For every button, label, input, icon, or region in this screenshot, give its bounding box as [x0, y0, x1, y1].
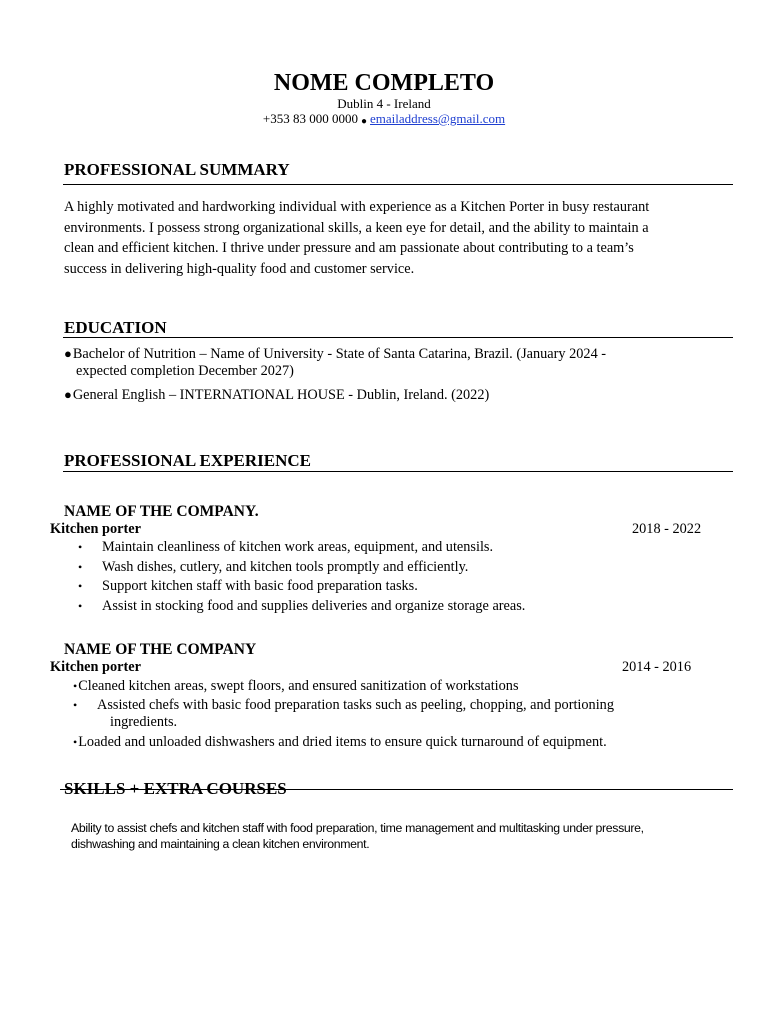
summary-line: clean and efficient kitchen. I thrive under pressure and am passionate about contributing to a team’s [64, 240, 634, 256]
contact-line [0, 111, 768, 130]
list-item: •Cleaned kitchen areas, swept floors, and ensured sanitization of workstations [73, 678, 519, 694]
skills-line: dishwashing and maintaining a clean kitchen environment. [71, 836, 370, 851]
education-item-text: expected completion December 2027) [76, 363, 294, 379]
education-item [64, 386, 694, 404]
list-item: • Wash dishes, cutlery, and kitchen tools promptly and efficiently. [78, 558, 718, 578]
phone-number: +353 83 000 0000 [262, 111, 358, 126]
email-link[interactable]: emailaddress@gmail.com [370, 111, 506, 126]
education-item [64, 345, 694, 380]
summary-line: success in delivering high-quality food and customer service. [64, 260, 415, 277]
skills-paragraph [71, 821, 711, 852]
skills-line: Ability to assist chefs and kitchen staff with food preparation, time management and multitasking under pressure, [71, 821, 644, 835]
education-heading: EDUCATION [64, 318, 167, 337]
education-divider [63, 337, 733, 338]
summary-divider [63, 184, 733, 185]
bullet-icon: • [73, 698, 78, 712]
job-dates: 2018 - 2022 [632, 521, 702, 537]
job-role: Kitchen porter [50, 659, 141, 675]
bullet-icon: • [78, 559, 83, 574]
location: Dublin 4 - Ireland [337, 96, 431, 111]
education-item-text: General English – INTERNATIONAL HOUSE - Dublin, Ireland. (2022) [72, 387, 490, 403]
bullet-icon: ● [64, 387, 72, 402]
job-bullet-list [78, 538, 718, 616]
skills-heading: SKILLS + EXTRA COURSES [64, 779, 287, 798]
list-item: • Assist in stocking food and supplies deliveries and organize storage areas. [78, 597, 718, 617]
summary-paragraph [64, 197, 714, 279]
experience-heading: PROFESSIONAL EXPERIENCE [64, 451, 312, 470]
bullet-icon: • [78, 598, 83, 613]
list-item: • Support kitchen staff with basic food preparation tasks. [78, 577, 718, 597]
bullet-icon: ● [64, 346, 72, 361]
summary-line: environments. I possess strong organizational skills, a keen eye for detail, and the ability to maintain a [64, 219, 649, 236]
company-name: NAME OF THE COMPANY [64, 641, 257, 658]
list-item: •Loaded and unloaded dishwashers and dried items to ensure quick turnaround of equipment. [73, 734, 607, 750]
company-name: NAME OF THE COMPANY. [64, 503, 259, 520]
full-name: NOME COMPLETO [273, 70, 495, 96]
job-dates: 2014 - 2016 [622, 659, 692, 675]
separator-dot-icon: ● [360, 116, 368, 127]
job-role: Kitchen porter [50, 521, 141, 537]
list-item: • Maintain cleanliness of kitchen work areas, equipment, and utensils. [78, 538, 718, 558]
bullet-icon: • [78, 579, 83, 593]
education-item-text: Bachelor of Nutrition – Name of University - State of Santa Catarina, Brazil. (January 2024 - [72, 346, 607, 362]
summary-heading: PROFESSIONAL SUMMARY [64, 160, 290, 179]
list-item: • Assisted chefs with basic food preparation tasks such as peeling, chopping, and portioning ingredients. [73, 697, 614, 730]
bullet-icon: • [73, 735, 78, 749]
summary-line: A highly motivated and hardworking individual with experience as a Kitchen Porter in busy restaurant [64, 199, 650, 215]
skills-divider [60, 789, 733, 790]
bullet-icon: • [73, 679, 78, 693]
bullet-icon: • [78, 540, 83, 554]
experience-divider [63, 471, 733, 472]
